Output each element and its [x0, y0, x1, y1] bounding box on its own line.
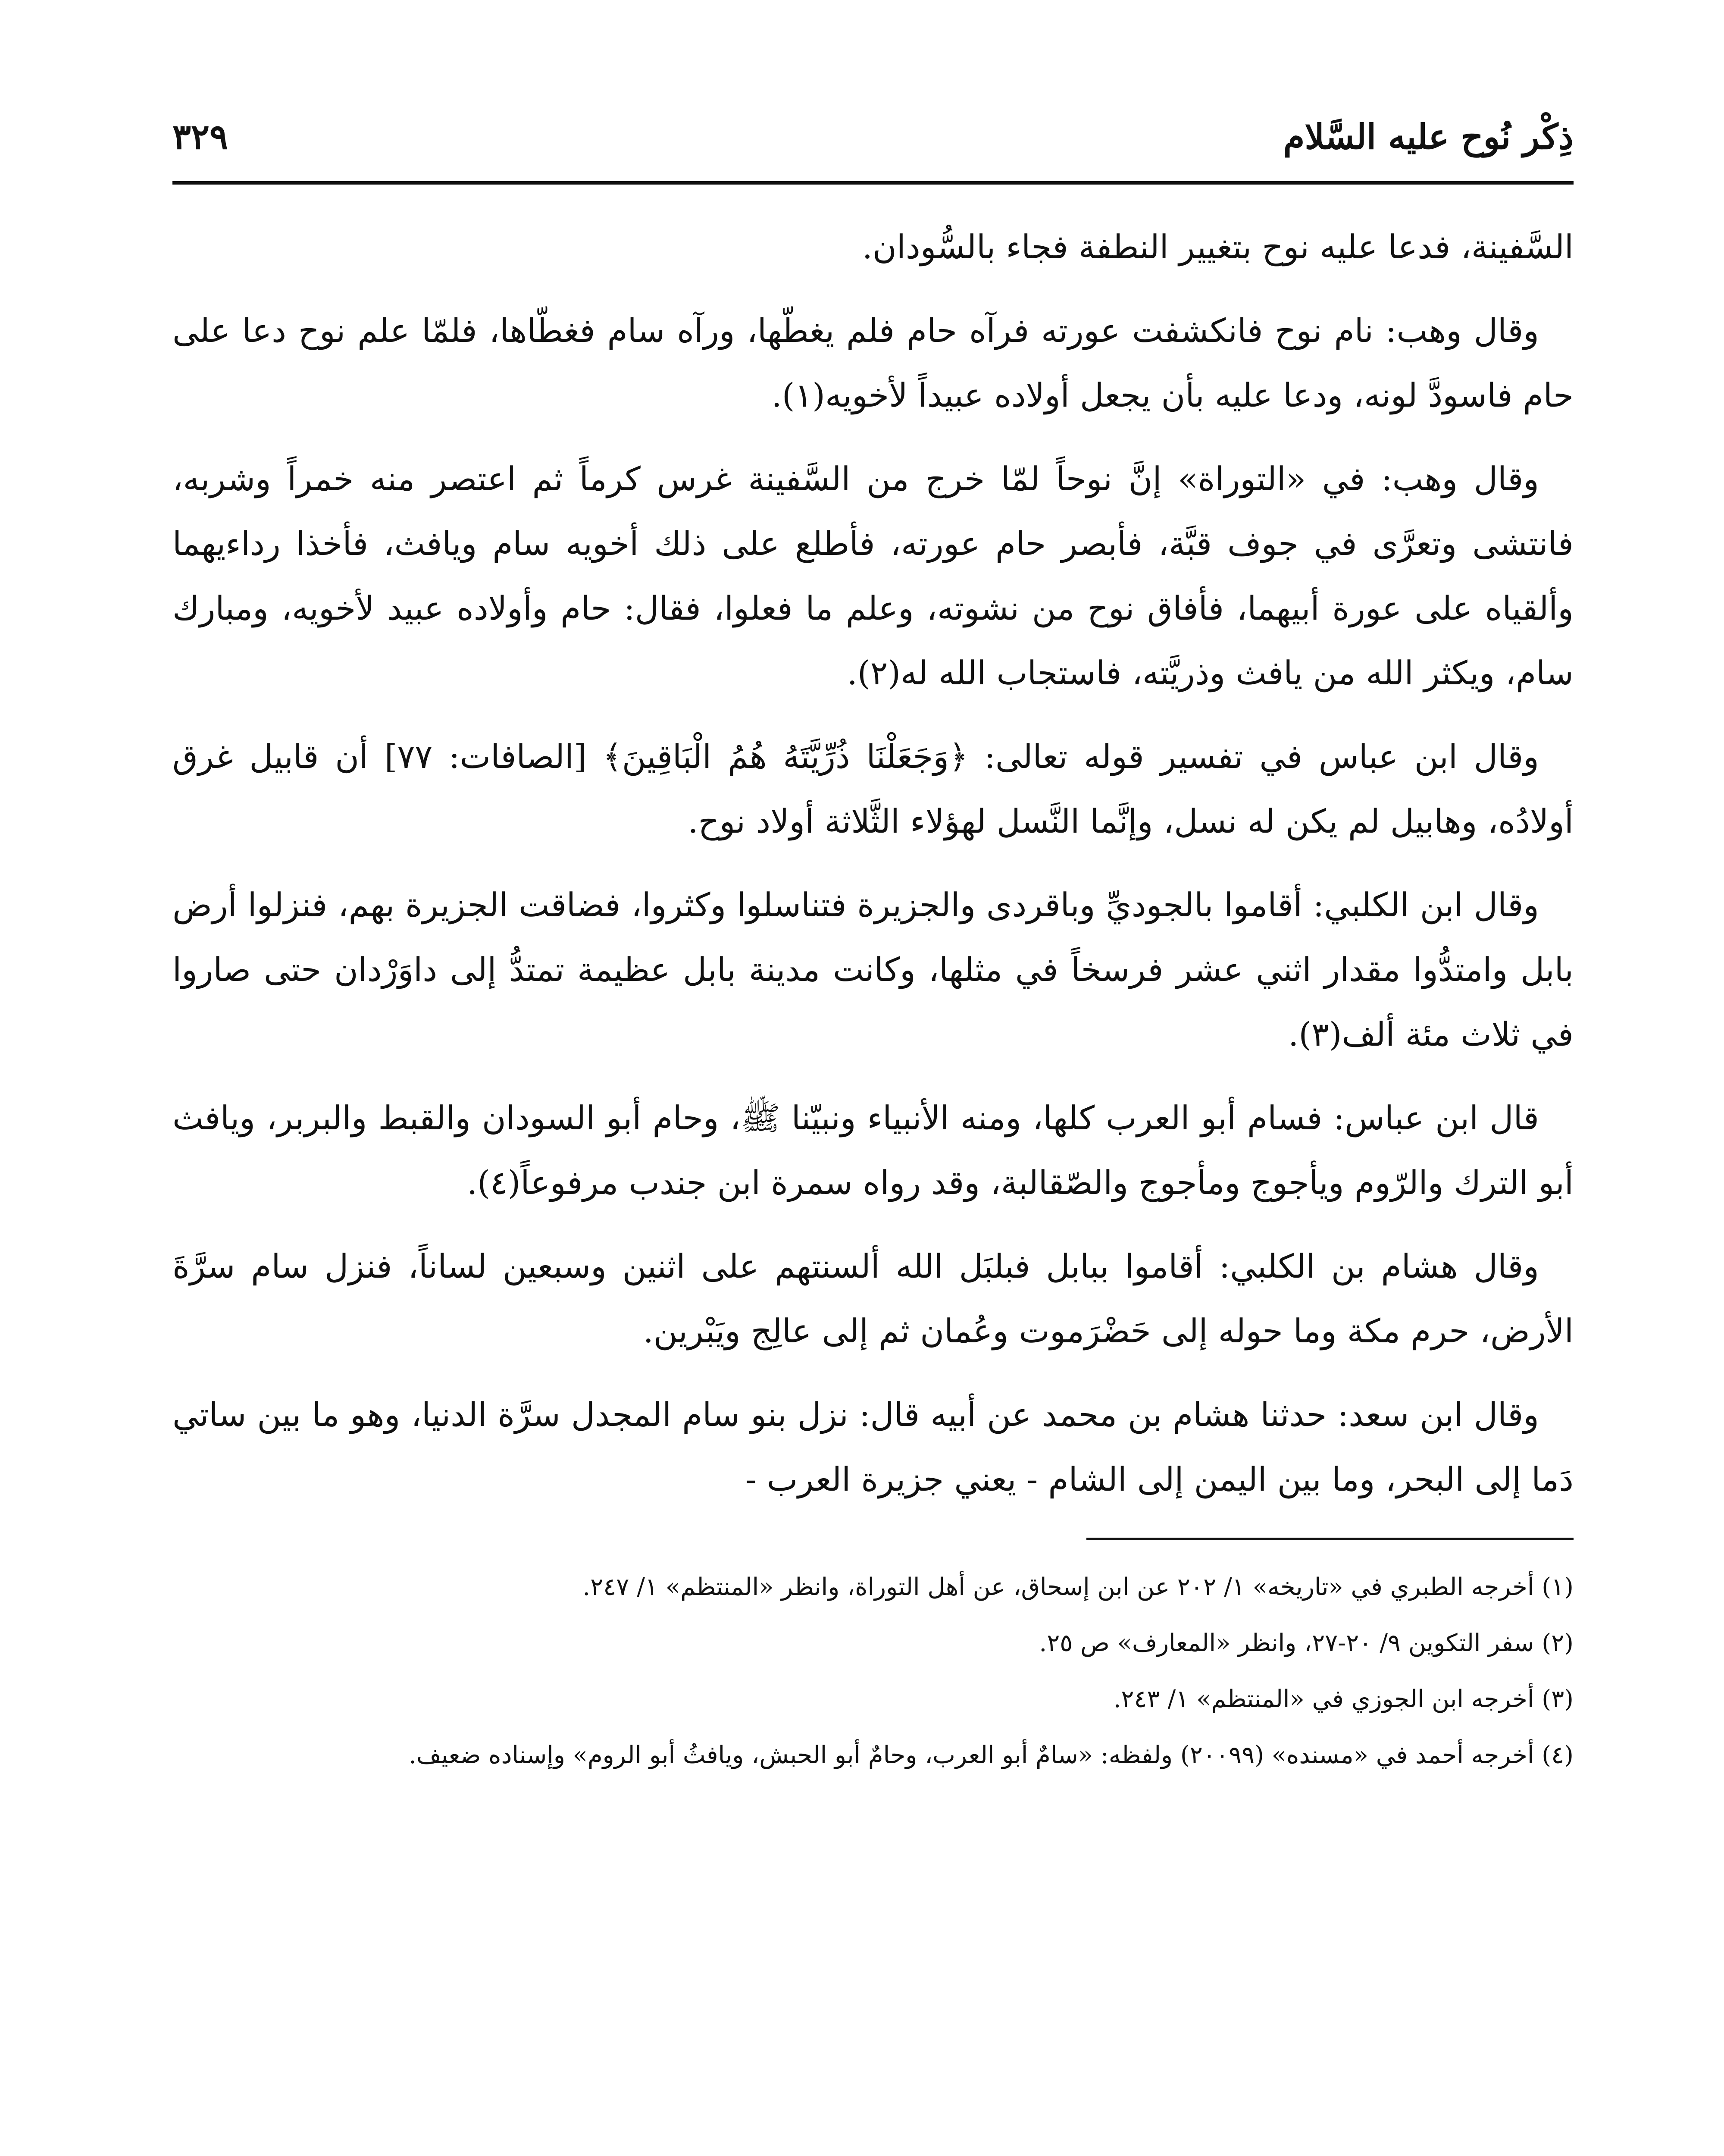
paragraph: قال ابن عباس: فسام أبو العرب كلها، ومنه الأنبياء ونبيّنا ﷺ، وحام أبو السودان والقبط والبربر، ويافث أبو الترك والرّوم ويأجوج ومأجوج والصّقالبة، وقد رواه سمرة ابن جندب مرفوعاً(٤). [172, 1099, 1574, 1202]
paragraph: وقال ابن سعد: حدثنا هشام بن محمد عن أبيه قال: نزل بنو سام المجدل سرَّة الدنيا، وهو ما بين ساتي دَما إلى البحر، وما بين اليمن إلى الشام - يعني جزيرة العرب - [172, 1395, 1574, 1498]
page-header [172, 108, 1574, 185]
running-title: ذِكْر نُوح عليه السَّلام [1283, 116, 1574, 157]
paragraph: وقال هشام بن الكلبي: أقاموا ببابل فبلبَل الله ألسنتهم على اثنين وسبعين لساناً، فنزل سام سرَّةَ الأرض، حرم مكة وما حوله إلى حَضْرَموت وعُمان ثم إلى عالِج ويَبْرين. [172, 1247, 1574, 1350]
footnotes [172, 1562, 1574, 1781]
footnote: (١) أخرجه الطبري في «تاريخه» ١/ ٢٠٢ عن ابن إسحاق، عن أهل التوراة، وانظر «المنتظم» ١/ ٢٤٧. [582, 1573, 1574, 1601]
paragraph: وقال ابن عباس في تفسير قوله تعالى: ﴿وَجَعَلْنَا ذُرِّيَّتَهُ هُمُ الْبَاقِينَ﴾ [الصافات: ٧٧] أن قابيل غرق أولادُه، وهابيل لم يكن له نسل، وإنَّما النَّسل لهؤلاء الثَّلاثة أولاد نوح. [172, 737, 1574, 840]
footnote: (٢) سفر التكوين ٩/ ٢٠-٢٧، وانظر «المعارف» ص ٢٥. [1039, 1629, 1574, 1657]
paragraph: السَّفينة، فدعا عليه نوح بتغيير النطفة فجاء بالسُّودان. [862, 228, 1574, 266]
footnote-separator [1086, 1538, 1574, 1540]
page-number: ٣٢٩ [172, 116, 228, 157]
body-text [172, 215, 1574, 1512]
paragraph: وقال وهب: في «التوراة» إنَّ نوحاً لمّا خرج من السَّفينة غرس كرماً ثم اعتصر منه خمراً وشربه، فانتشى وتعرَّى في جوف قبَّة، فأبصر حام عورته، فأطلع على ذلك أخويه سام ويافث، فأخذا رداءيهما وألقياه على عورة أبيهما، فأفاق نوح من نشوته، وعلم ما فعلوا، فقال: حام وأولاده عبيد لأخويه، ومبارك سام، ويكثر الله من يافث وذريَّته، فاستجاب الله له(٢). [172, 460, 1574, 692]
book-page [172, 108, 1574, 1786]
paragraph: وقال ابن الكلبي: أقاموا بالجوديِّ وباقردى والجزيرة فتناسلوا وكثروا، فضاقت الجزيرة بهم، فنزلوا أرض بابل وامتدُّوا مقدار اثني عشر فرسخاً في مثلها، وكانت مدينة بابل عظيمة تمتدُّ إلى داوَرْدان حتى صاروا في ثلاث مئة ألف(٣). [172, 886, 1574, 1053]
footnote: (٤) أخرجه أحمد في «مسنده» (٢٠٠٩٩) ولفظه: «سامٌ أبو العرب، وحامٌ أبو الحبش، ويافثُ أبو الروم» وإسناده ضعيف. [409, 1741, 1574, 1769]
paragraph: وقال وهب: نام نوح فانكشفت عورته فرآه حام فلم يغطّها، ورآه سام فغطّاها، فلمّا علم نوح دعا على حام فاسودَّ لونه، ودعا عليه بأن يجعل أولاده عبيداً لأخويه(١). [172, 311, 1574, 414]
footnote: (٣) أخرجه ابن الجوزي في «المنتظم» ١/ ٢٤٣. [1113, 1685, 1574, 1713]
